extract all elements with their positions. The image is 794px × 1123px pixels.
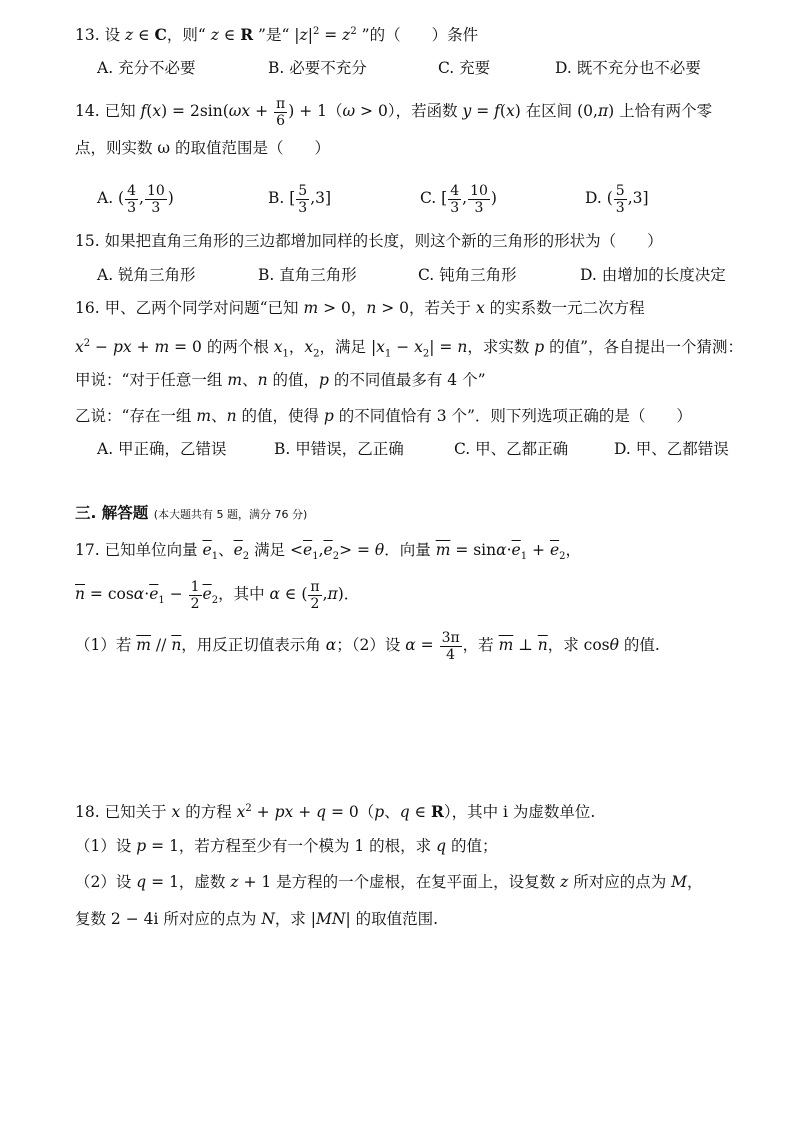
section-title: 三. 解答题 xyxy=(75,504,149,522)
q15-stem: 15. 如果把直角三角形的三边都增加同样的长度，则这个新的三角形的形状为（ ） xyxy=(75,232,663,250)
q16-yi-claim: 乙说：“存在一组 m、n 的值，使得 p 的不同值恰有 3 个”．则下列选项正确的是（ ） xyxy=(75,407,692,425)
q18-line1: 18. 已知关于 x 的方程 $x^2$ + px + q = 0（p、q ∈ R），其中 i 为虚数单位. xyxy=(75,802,596,822)
q17-line1: 17. 已知单位向量 $\overline{e}_1$、$\overline{e}_2$ 满足 $<\overline{e}_1,\overline{e}_2> = \theta$．向量 $\overline{m} = \sin\alpha\cdot\overline{e}_1 + \overline{e}_2$， xyxy=(75,541,582,563)
q14-stem-cont: 点，则实数 ω 的取值范围是（ ） xyxy=(75,139,330,157)
q14-option-a: A. ( $\frac{4}{3}$ , $\frac{10}{3}$ ) xyxy=(97,182,174,216)
q17-line2: $\overline{n} = \cos\alpha\cdot\overline{e}_1$ − $\frac{1}{2}$ $\overline{e}_2$，其中 α ∈ ( $\frac{\pi}{2}$ ,π)． xyxy=(75,578,360,612)
q14-option-d: D. ( $\frac{5}{3}$ ,3] xyxy=(585,182,649,216)
q14-option-c: C. [ $\frac{4}{3}$ , $\frac{10}{3}$ ) xyxy=(420,182,497,216)
q14-stem: 14. 已知 f(x) = 2sin(ωx + $\frac{\pi}{6}$ ) + 1（ω > 0），若函数 y = f(x) 在区间 (0,π) 上恰有两个零 xyxy=(75,95,713,129)
q13-option-a: A. 充分不必要 xyxy=(97,59,196,77)
q13-option-c: C. 充要 xyxy=(438,59,491,77)
q15-option-c: C. 钝角三角形 xyxy=(418,266,517,284)
q15-option-b: B. 直角三角形 xyxy=(258,266,357,284)
q16-stem-equation: $x^2$ − px + m = 0 的两个根 $x_1$，$x_2$，满足 $|x_1 - x_2| = n$，求实数 p 的值”，各自提出一个猜测： xyxy=(75,338,744,360)
q13-stem: 13. 设 z ∈ C，则“ z ∈ R ”是“ $|z|^2 = z^2$ ”的（ ）条件 xyxy=(75,25,479,45)
q16-option-a: A. 甲正确，乙错误 xyxy=(97,440,227,458)
section-heading xyxy=(75,502,307,526)
q14-option-b: B. [ $\frac{5}{3}$ ,3] xyxy=(268,182,332,216)
q17-line3: （1）若 $\overline{m} // \overline{n}$，用反正切值表示角 α；（2）设 α = $\frac{3\pi}{4}$ ，若 $\overline{m}$ ⊥ $\overline{n}$，求 cosθ 的值. xyxy=(75,629,660,663)
q18-line3: （2）设 q = 1，虚数 z + 1 是方程的一个虚根，在复平面上，设复数 z 所对应的点为 M， xyxy=(75,873,703,891)
q18-line2: （1）设 p = 1，若方程至少有一个模为 1 的根，求 q 的值； xyxy=(75,837,498,855)
q13-option-d: D. 既不充分也不必要 xyxy=(555,59,701,77)
q16-option-b: B. 甲错误，乙正确 xyxy=(274,440,404,458)
q16-jia-claim: 甲说：“对于任意一组 m、n 的值，p 的不同值最多有 4 个” xyxy=(75,371,486,389)
q13-option-b: B. 必要不充分 xyxy=(268,59,367,77)
q15-option-a: A. 锐角三角形 xyxy=(97,266,196,284)
q16-option-c: C. 甲、乙都正确 xyxy=(454,440,569,458)
q15-option-d: D. 由增加的长度决定 xyxy=(580,266,726,284)
section-note: (本大题共有 5 题，满分 76 分) xyxy=(153,508,308,521)
q16-stem: 16. 甲、乙两个同学对问题“已知 m > 0，n > 0，若关于 x 的实系数一元二次方程 xyxy=(75,299,645,317)
q18-line4: 复数 2 − 4i 所对应的点为 N，求 |MN| 的取值范围. xyxy=(75,910,439,928)
q16-option-d: D. 甲、乙都错误 xyxy=(614,440,729,458)
